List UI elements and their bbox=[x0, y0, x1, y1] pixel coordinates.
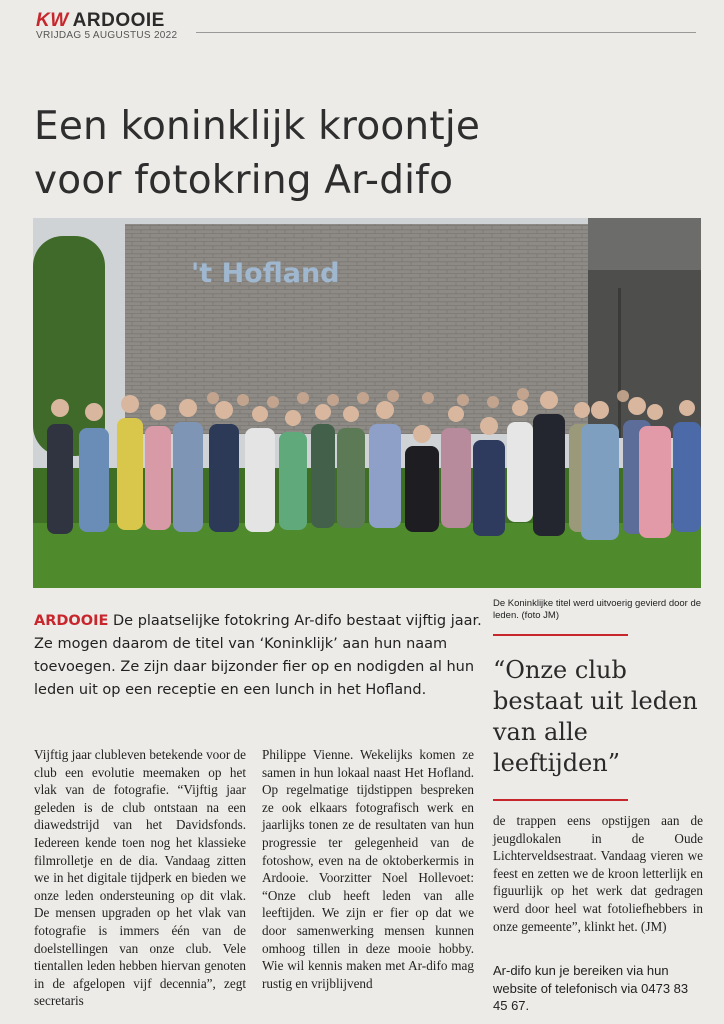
section-town: ARDOOIE bbox=[72, 10, 165, 31]
contact-info: Ar-difo kun je bereiken via hun website of telefonisch via 0473 83 45 67. bbox=[493, 963, 689, 1013]
header-divider bbox=[196, 32, 696, 33]
body-column-3: de trappen eens opstijgen aan de jeugdlokalen in de Oude Lichterveldsestraat. Vandaag vieren we feest en zetten we de kroon letterlijk en figuurlijk op het werk dat gedragen werd door heel wat fotoliefhebbers in onze gemeente”, klinkt het. (JM) bbox=[493, 813, 703, 934]
quote-divider bbox=[493, 799, 628, 801]
building-sign: 't Hofland bbox=[191, 258, 340, 289]
lead-paragraph bbox=[34, 610, 482, 702]
tree bbox=[33, 236, 105, 456]
group-photo bbox=[33, 218, 701, 588]
headline-line-1: Een koninklijk kroontje bbox=[34, 104, 481, 149]
group-photo-illustration bbox=[33, 218, 701, 588]
brand-logo: KW bbox=[36, 10, 69, 31]
lead-text: De plaatselijke fotokring Ar-difo bestaat vijftig jaar. Ze mogen daarom de titel van ‘Koninklijk’ aan hun naam toevoegen. Ze zijn daar bijzonder fier op en nodigden al hun leden uit op een receptie en een lunch in het Hofland. bbox=[34, 613, 482, 698]
newspaper-header bbox=[36, 10, 696, 41]
lead-dateline: ARDOOIE bbox=[34, 613, 109, 629]
body-column-1: Vijftig jaar clubleven betekende voor de club een evolutie meemaken op het vlak van de fotografie. “Vijftig jaar geleden is de club ontstaan na een diawedstrijd van het Davidsfonds. Iedereen kende toen nog het klassieke filmrolletje en de dia. Vandaag zitten we in het digitale tijdperk en bieden we onze leden ondersteuning op dit vlak. De mensen upgraden op het vlak van fotografie is immers één van de doelstellingen van onze club. Vele tientallen leden hebben hiervan genoten in de afgelopen vijf decennia”, zegt secretaris bbox=[34, 747, 246, 1009]
article-headline bbox=[34, 100, 674, 208]
caption-divider bbox=[493, 634, 628, 636]
issue-date: VRIJDAG 5 AUGUSTUS 2022 bbox=[36, 30, 178, 41]
newspaper-brand bbox=[36, 10, 696, 32]
photo-caption: De Koninklijke titel werd uitvoerig gevierd door de leden. (foto JM) bbox=[493, 598, 702, 621]
pull-quote: “Onze club bestaat uit leden van alle leeftijden” bbox=[493, 656, 698, 777]
body-column-2: Philippe Vienne. Wekelijks komen ze samen in hun lokaal naast Het Hofland. Op regelmatige tijdstippen bespreken ze ook elkaars fotografisch werk en jaarlijks tonen ze de resultaten van hun progressie ter gelegenheid van de fotoshow, even na de oktoberkermis in Ardooie. Voorzitter Noel Hollevoet: “Onze club heeft leden van alle leeftijden. We zijn er fier op dat we door samenwerking mensen kunnen omhoog tillen in deze mooie hobby. Wie wil kennis maken met Ar-difo mag rustig en vrijblijvend bbox=[262, 747, 474, 991]
headline-line-2: voor fotokring Ar-difo bbox=[34, 158, 454, 203]
